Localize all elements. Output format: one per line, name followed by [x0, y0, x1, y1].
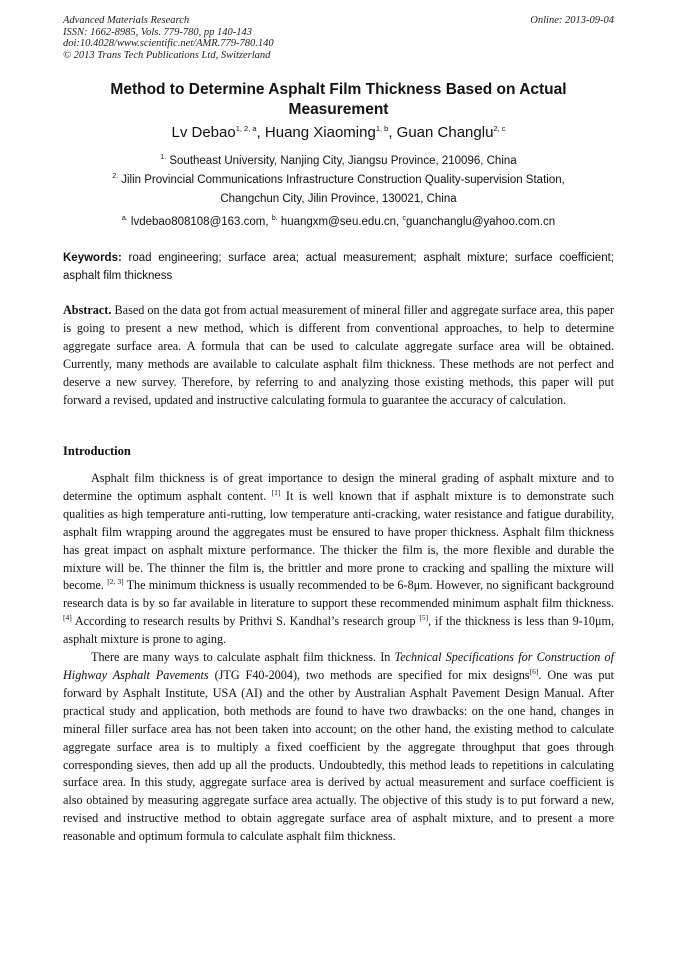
- doi-line: doi:10.4028/www.scientific.net/AMR.779-780.140: [63, 38, 274, 49]
- citation: [5]: [419, 613, 429, 623]
- journal-header: [63, 15, 274, 61]
- keywords-text: road engineering; surface area; actual measurement; asphalt mixture; surface coefficient; asphalt film thickness: [63, 252, 614, 282]
- paragraph-text: According to research results by Prithvi S. Kandhal’s research group: [74, 614, 416, 629]
- paragraph-text: (JTG F40-2004), two methods are specified for mix designs: [214, 667, 530, 682]
- author-superscript: 1, 2, a: [235, 124, 257, 133]
- email-c: guanchanglu@yahoo.com.cn: [405, 216, 556, 228]
- email-b: huangxm@seu.edu.cn,: [280, 216, 400, 228]
- author-superscript: 1, b: [375, 124, 389, 133]
- affiliation-mark: 1.: [160, 154, 167, 162]
- issn-line: ISSN: 1662-8985, Vols. 779-780, pp 140-143: [63, 26, 252, 38]
- abstract-label: Abstract.: [63, 303, 112, 317]
- introduction-body: [63, 470, 614, 846]
- online-date: Online: 2013-09-04: [530, 15, 614, 26]
- affiliation-text: Jilin Provincial Communications Infrastructure Construction Quality-supervision Station,: [121, 174, 565, 186]
- journal-name: Advanced Materials Research: [63, 15, 190, 26]
- paragraph-text: The minimum thickness is usually recommended to be 6-8μm. However, no significant background research data is by so far available in literature to support these recommended minimum asphalt film thickness.: [63, 578, 614, 611]
- paragraph-text: There are many ways to calculate asphalt film thickness. In: [91, 650, 391, 665]
- citation: [6]: [529, 666, 539, 676]
- email-a: lvdebao808108@163.com,: [130, 216, 269, 228]
- email-mark: a.: [121, 215, 128, 223]
- affiliation-2: [63, 171, 614, 209]
- paragraph: [63, 649, 614, 846]
- affiliation-1: [63, 152, 614, 171]
- affiliation-text: Southeast University, Nanjing City, Jiangsu Province, 210096, China: [169, 155, 517, 167]
- email-mark: b.: [271, 215, 278, 223]
- author-superscript: 2, c: [493, 124, 506, 133]
- citation: [4]: [63, 613, 72, 623]
- email-mark: c: [402, 215, 406, 223]
- document-title: Technical Specifications for Construction of Highway Asphalt Pavements: [63, 650, 614, 682]
- paragraph-text: Asphalt film thickness is of great importance to design the mineral grading of asphalt mixture and to determine the optimum asphalt content.: [63, 471, 614, 503]
- author-name: Huang Xiaoming: [264, 124, 376, 141]
- keywords: [63, 249, 614, 285]
- abstract-text: Based on the data got from actual measurement of mineral filler and aggregate surface area, this paper is going to present a new method, which is different from conventional approaches, to help to determine aggregate surface area. A formula that can be used to calculate aggregate surface area will be obtained. Currently, many methods are available to calculate asphalt film thickness. These methods are not perfect and deserve a new survey. Therefore, by referring to and analyzing those existing methods, this paper will put forward a revised, updated and instructive calculating formula to guarantee the accuracy of calculation.: [63, 303, 615, 407]
- paragraph: [63, 470, 614, 649]
- section-heading: Introduction: [63, 444, 131, 458]
- paragraph-text: . One was put forward by Asphalt Institute, USA (AI) and the other by Australian Asphalt Pavement Design Manual. After practical study and application, both methods are found to have two drawbacks: on the one hand, changes in mineral filler surface area has not been taken into account; on the other hand, the existing method to calculate aggregate surface area is to multiply a fixed coefficient by the aggregate throughput that goes through corresponding sieves, then add up all the products. Undoubtedly, this method leads to repetitions in calculating surface area. In this study, aggregate surface area is derived by actual measurement and surface coefficient is also obtained by measuring aggregate surface area actually. The objective of this study is to put forward a new, revised and instructive method to obtain aggregate surface area of asphalt mixture, and to present a more reasonable and optimum formula to calculate asphalt film thickness.: [63, 667, 614, 844]
- citation: [2, 3]: [107, 577, 124, 587]
- author-name: Guan Changlu: [396, 124, 494, 141]
- citation: [1]: [271, 487, 281, 497]
- paragraph-text: , if the thickness is less than 9-10μm, asphalt mixture is prone to aging.: [63, 614, 614, 647]
- affiliation-mark: 2.: [112, 173, 119, 181]
- paper-title: Method to Determine Asphalt Film Thickness Based on Actual Measurement: [110, 81, 567, 118]
- email-line: [63, 213, 614, 232]
- author-name: Lv Debao: [171, 124, 236, 141]
- author-list: Lv Debao$^{1, 2, a}$, Huang Xiaoming$^{1, b}$, Guan Changlu$^{2, c}$: [171, 124, 506, 141]
- keywords-label: Keywords:: [63, 252, 122, 264]
- copyright-line: © 2013 Trans Tech Publications Ltd, Switzerland: [63, 49, 271, 61]
- abstract: [63, 302, 614, 409]
- paragraph-text: It is well known that if asphalt mixture is to demonstrate such qualities as high temperature anti-rutting, low temperature anti-cracking, water resistance and fatigue durability, asphalt film wrapping around the aggregates must be ensured to have proper thickness. Asphalt film thickness has great impact on asphalt mixture performance. The thicker the film is, the more flexible and durable the mixture will be. The thinner the film is, the brittler and more prone to cracking and spalling the mixture will become.: [63, 488, 614, 593]
- affiliation-text: Changchun City, Jilin Province, 130021, China: [220, 193, 457, 205]
